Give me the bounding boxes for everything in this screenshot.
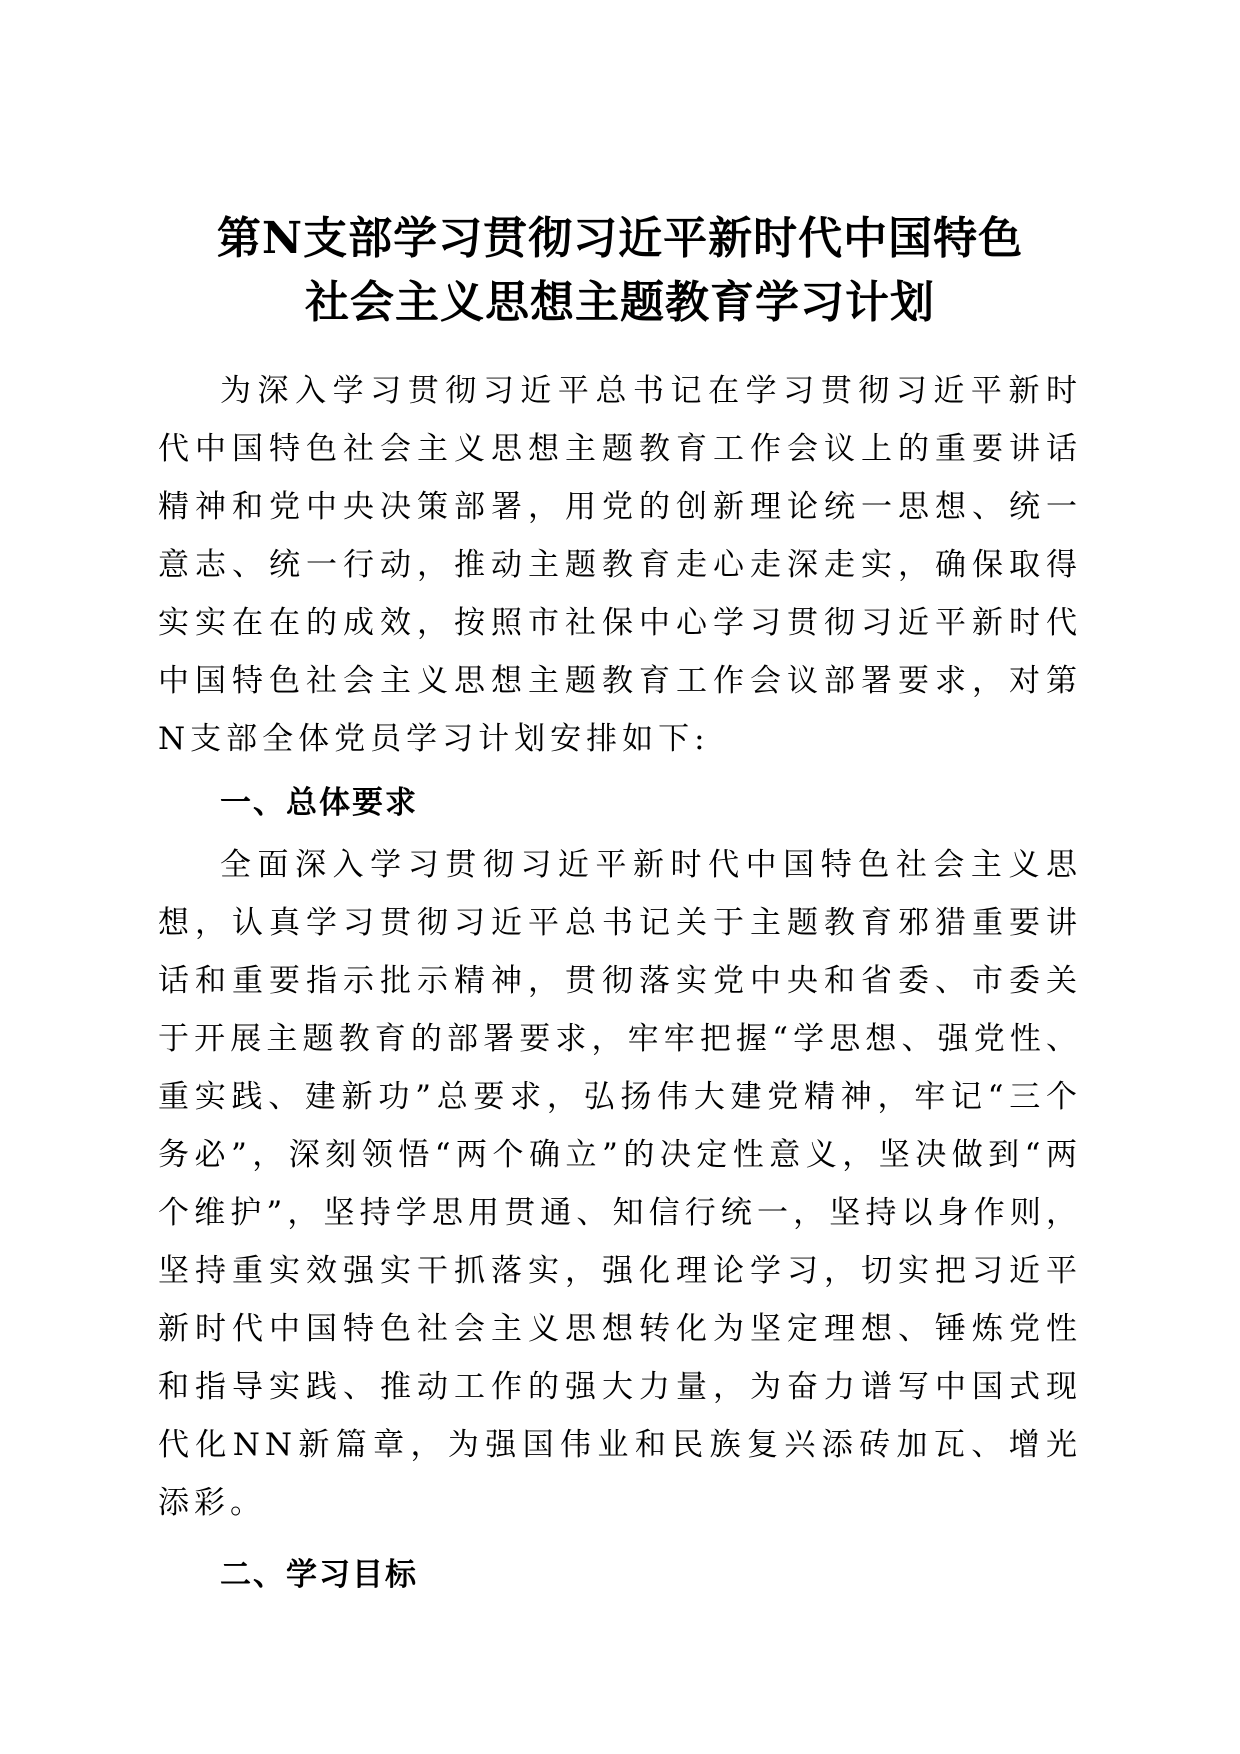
title-line-1: 第N支部学习贯彻习近平新时代中国特色 [216, 213, 1024, 265]
intro-paragraph: 为深入学习贯彻习近平总书记在学习贯彻习近平新时代中国特色社会主义思想主题教育工作会议上的重要讲话精神和党中央决策部署，用党的创新理论统一思想、统一意志、统一行动，推动主题教育走心走深走实，确保取得实实在在的成效，按照市社保中心学习贯彻习近平新时代中国特色社会主义思想主题教育工作会议部署要求，对第N支部全体党员学习计划安排如下: [158, 373, 1082, 757]
section-heading-learning-goals: 二、学习目标 [220, 1557, 418, 1593]
document-body [158, 362, 1082, 1608]
title-line-2: 社会主义思想主题教育学习计划 [305, 277, 935, 329]
document-title [120, 207, 1120, 335]
section-paragraph-overall-requirements: 全面深入学习贯彻习近平新时代中国特色社会主义思想，认真学习贯彻习近平总书记关于主题教育邪猎重要讲话和重要指示批示精神，贯彻落实党中央和省委、市委关于开展主题教育的部署要求，牢牢把握“学思想、强党性、重实践、建新功”总要求，弘扬伟大建党精神，牢记“三个务必”，深刻领悟“两个确立”的决定性意义，坚决做到“两个维护”，坚持学思用贯通、知信行统一，坚持以身作则，坚持重实效强实干抓落实，强化理论学习，切实把习近平新时代中国特色社会主义思想转化为坚定理想、锤炼党性和指导实践、推动工作的强大力量，为奋力谱写中国式现代化NN新篇章，为强国伟业和民族复兴添砖加瓦、增光添彩。 [158, 847, 1082, 1521]
section-heading-overall-requirements: 一、总体要求 [220, 785, 418, 821]
